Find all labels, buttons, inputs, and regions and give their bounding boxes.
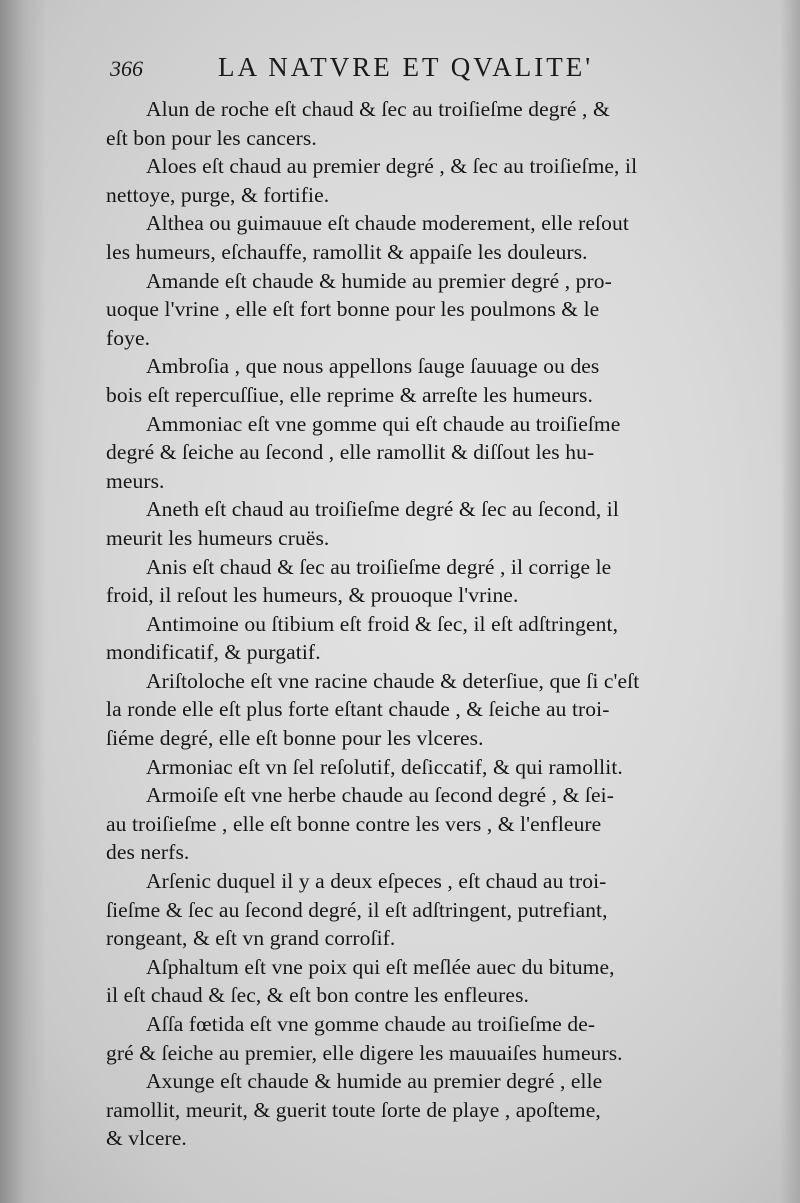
entry-paragraph [106, 867, 760, 953]
text-line: Amande eſt chaude & humide au premier degré , pro- [146, 268, 612, 293]
text-line: meurit les humeurs cruës. [106, 525, 330, 550]
text-line: Aſſa fœtida eſt vne gomme chaude au troiſieſme de- [146, 1012, 596, 1036]
text-line: au troiſieſme , elle eſt bonne contre les vers , & l'enfleure [106, 811, 602, 836]
text-line: ramollit, meurit, & guerit toute ſorte de playe , apoſteme, [106, 1097, 601, 1122]
text-line: rongeant, & eſt vn grand corroſif. [106, 926, 396, 951]
text-line: Althea ou guimauue eſt chaude moderement, elle reſout [146, 211, 629, 236]
text-line: des nerfs. [106, 840, 190, 865]
text-line: degré & ſeiche au ſecond , elle ramollit & diſſout les hu- [106, 440, 595, 465]
text-line: Alun de roche eſt chaud & ſec au troiſieſme degré , & [146, 97, 610, 121]
entry-paragraph [106, 667, 760, 753]
entry-paragraph [106, 152, 760, 209]
entry-paragraph [106, 953, 760, 1010]
entry-paragraph [106, 495, 760, 552]
entry-paragraph [106, 781, 760, 867]
text-line: Ariſtoloche eſt vne racine chaude & deterſiue, que ſi c'eſt [146, 668, 640, 693]
text-line: gré & ſeiche au premier, elle digere les mauuaiſes humeurs. [106, 1040, 623, 1065]
text-line: Ambroſia , que nous appellons ſauge ſauuage ou des [146, 354, 600, 379]
text-line: meurs. [106, 468, 165, 493]
entry-paragraph [106, 610, 760, 667]
text-line: Armoiſe eſt vne herbe chaude au ſecond degré , & ſei- [146, 783, 614, 808]
entry-paragraph [106, 753, 760, 782]
text-block [106, 95, 760, 1153]
page-header [110, 50, 770, 90]
text-line: Aſphaltum eſt vne poix qui eſt meſlée auec du bitume, [146, 954, 615, 979]
text-line: Antimoine ou ſtibium eſt froid & ſec, il eſt adſtringent, [146, 611, 619, 636]
text-line: froid, il reſout les humeurs, & prouoque l'vrine. [106, 583, 519, 608]
entry-paragraph [106, 267, 760, 353]
text-line: les humeurs, eſchauffe, ramollit & appaiſe les douleurs. [106, 239, 588, 264]
text-line: Aloes eſt chaud au premier degré , & ſec au troiſieſme, il [146, 154, 638, 179]
text-line: & vlcere. [106, 1126, 187, 1151]
entry-paragraph [106, 95, 760, 152]
text-line: Ammoniac eſt vne gomme qui eſt chaude au troiſieſme [146, 411, 621, 436]
text-line: ſieſme & ſec au ſecond degré, il eſt adſtringent, putrefiant, [106, 897, 608, 922]
text-line: mondificatif, & purgatif. [106, 640, 321, 665]
text-line: ſiéme degré, elle eſt bonne pour les vlceres. [106, 726, 484, 751]
text-line: il eſt chaud & ſec, & eſt bon contre les enfleures. [106, 983, 530, 1008]
text-line: Armoniac eſt vn ſel reſolutif, deſiccatif, & qui ramollit. [146, 754, 623, 779]
entry-paragraph [106, 410, 760, 496]
entry-paragraph [106, 1067, 760, 1153]
text-line: Aneth eſt chaud au troiſieſme degré & ſec au ſecond, il [146, 497, 619, 522]
entry-paragraph [106, 1010, 760, 1067]
page-number: 366 [110, 56, 143, 81]
text-line: la ronde elle eſt plus forte eſtant chaude , & ſeiche au troi- [106, 697, 610, 722]
text-line: eſt bon pour les cancers. [106, 125, 317, 150]
entry-paragraph [106, 553, 760, 610]
text-line: Arſenic duquel il y a deux eſpeces , eſt chaud au troi- [146, 869, 607, 894]
text-line: Axunge eſt chaude & humide au premier degré , elle [146, 1069, 603, 1094]
running-title: LA NATVRE ET QVALITE' [218, 52, 594, 82]
text-line: nettoye, purge, & fortifie. [106, 182, 330, 207]
text-line: uoque l'vrine , elle eſt fort bonne pour les poulmons & le [106, 297, 600, 322]
text-line: bois eſt repercuſſiue, elle reprime & arreſte les humeurs. [106, 382, 593, 407]
entry-paragraph [106, 352, 760, 409]
text-line: Anis eſt chaud & ſec au troiſieſme degré , il corrige le [146, 554, 612, 579]
entry-paragraph [106, 209, 760, 266]
text-line: foye. [106, 325, 151, 350]
